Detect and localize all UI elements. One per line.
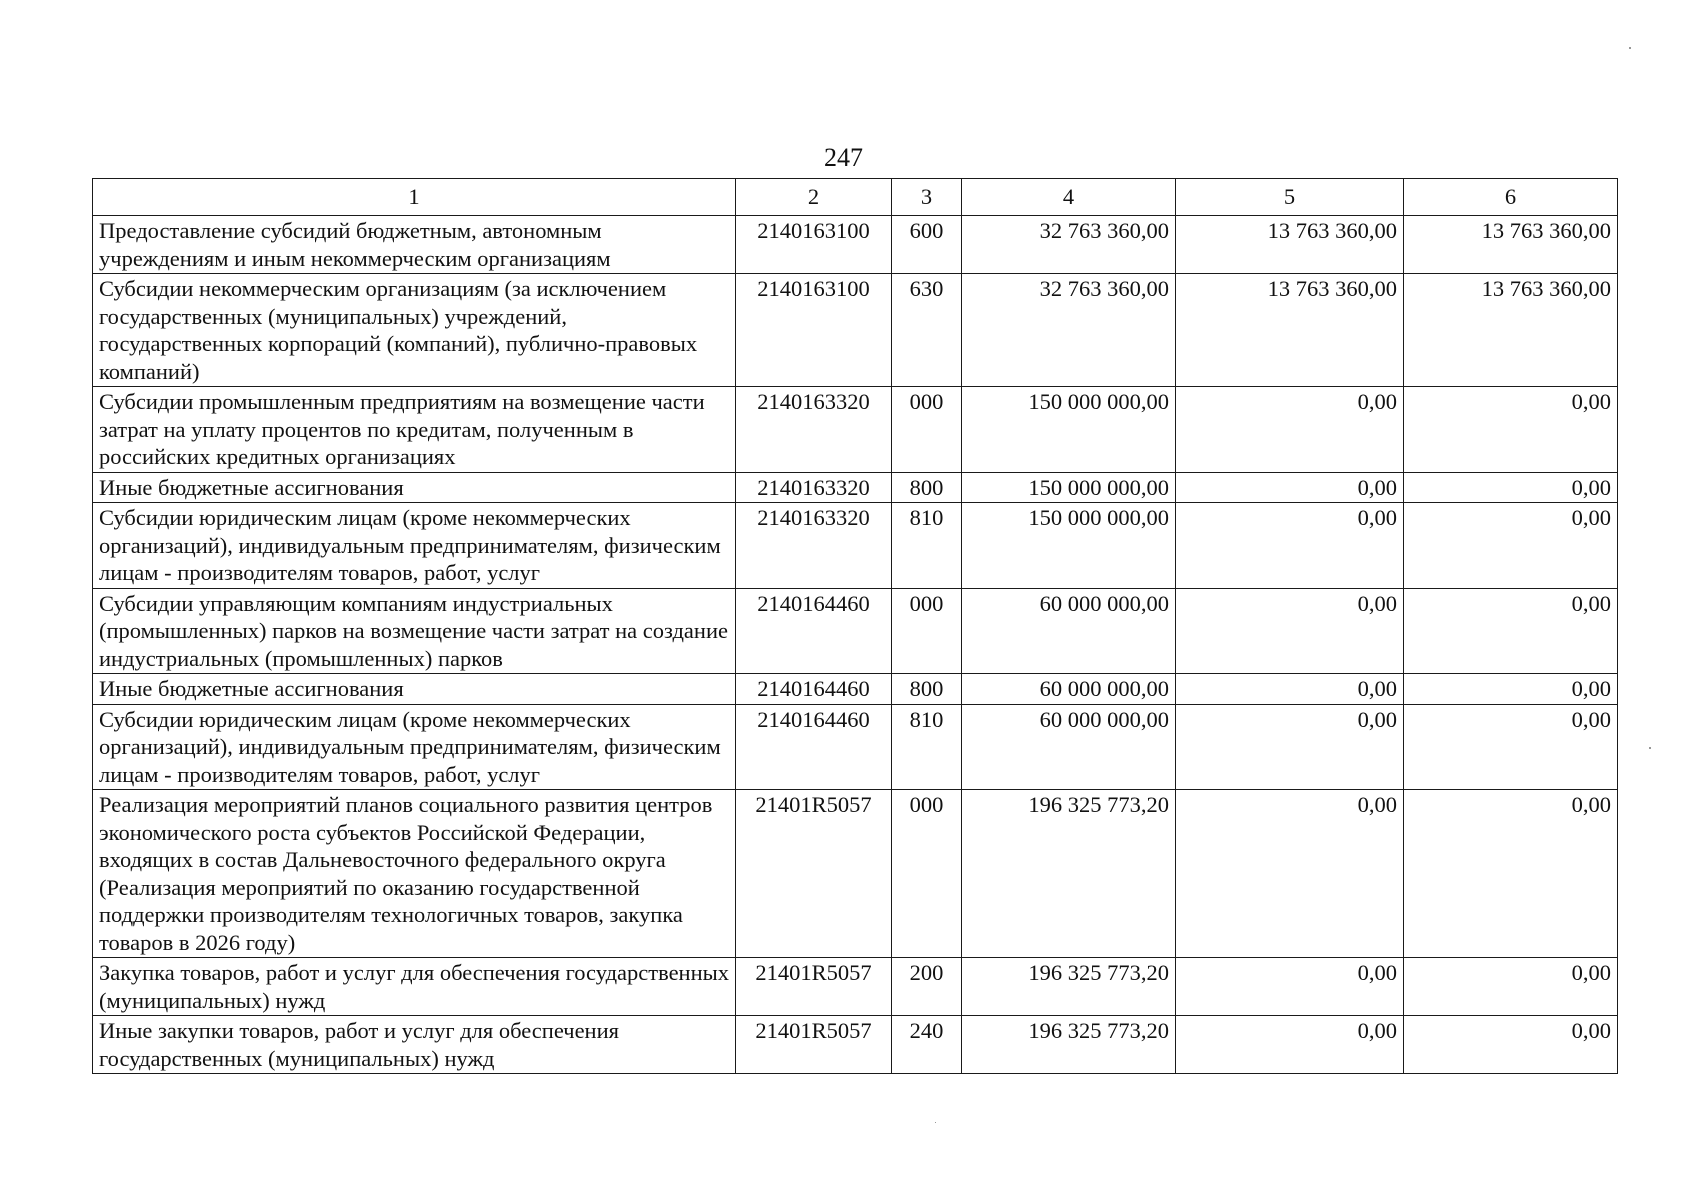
budget-table [92,178,1618,1074]
table-row [93,704,1618,790]
row-amount-4: 196 325 773,20 [962,958,1176,1016]
row-amount-5: 0,00 [1176,472,1404,503]
row-amount-5: 13 763 360,00 [1176,274,1404,387]
row-type: 810 [892,503,962,589]
row-amount-6: 0,00 [1404,503,1618,589]
table-row [93,503,1618,589]
table-row [93,674,1618,705]
table-row [93,1016,1618,1074]
row-name: Иные бюджетные ассигнования [93,674,736,705]
row-name: Субсидии юридическим лицам (кроме некоммерческих организаций), индивидуальным предпринимателям, физическим лицам - производителям товаров, работ, услуг [93,704,736,790]
row-amount-4: 150 000 000,00 [962,472,1176,503]
row-amount-4: 60 000 000,00 [962,704,1176,790]
row-amount-4: 196 325 773,20 [962,1016,1176,1074]
row-amount-5: 0,00 [1176,1016,1404,1074]
table-header-row [93,179,1618,216]
row-type: 800 [892,674,962,705]
row-amount-5: 0,00 [1176,704,1404,790]
row-amount-6: 13 763 360,00 [1404,216,1618,274]
row-code: 2140164460 [736,704,892,790]
table-row [93,216,1618,274]
row-amount-5: 0,00 [1176,387,1404,473]
row-name: Субсидии промышленным предприятиям на возмещение части затрат на уплату процентов по кредитам, полученным в российских кредитных организациях [93,387,736,473]
row-amount-4: 196 325 773,20 [962,790,1176,958]
row-amount-6: 0,00 [1404,472,1618,503]
row-amount-5: 0,00 [1176,958,1404,1016]
row-amount-6: 0,00 [1404,704,1618,790]
row-code: 21401R5057 [736,1016,892,1074]
row-amount-4: 150 000 000,00 [962,387,1176,473]
scan-speck [1649,747,1651,749]
row-code: 21401R5057 [736,790,892,958]
row-code: 2140163100 [736,216,892,274]
row-name: Закупка товаров, работ и услуг для обеспечения государственных (муниципальных) нужд [93,958,736,1016]
scan-speck [935,1122,936,1123]
row-amount-5: 0,00 [1176,588,1404,674]
row-amount-4: 32 763 360,00 [962,274,1176,387]
row-type: 200 [892,958,962,1016]
column-header-6: 6 [1404,179,1618,216]
row-type: 000 [892,387,962,473]
row-code: 2140163320 [736,472,892,503]
row-amount-4: 150 000 000,00 [962,503,1176,589]
row-amount-4: 60 000 000,00 [962,674,1176,705]
row-type: 810 [892,704,962,790]
row-type: 240 [892,1016,962,1074]
row-type: 800 [892,472,962,503]
row-amount-6: 13 763 360,00 [1404,274,1618,387]
row-code: 21401R5057 [736,958,892,1016]
row-name: Реализация мероприятий планов социального развития центров экономического роста субъектов Российской Федерации, входящих в состав Дальневосточного федерального округа (Реализация мероприятий по оказанию государственной поддержки производителям технологичных товаров, закупка товаров в 2026 году) [93,790,736,958]
row-code: 2140164460 [736,674,892,705]
column-header-2: 2 [736,179,892,216]
row-name: Субсидии юридическим лицам (кроме некоммерческих организаций), индивидуальным предпринимателям, физическим лицам - производителям товаров, работ, услуг [93,503,736,589]
row-code: 2140164460 [736,588,892,674]
row-code: 2140163320 [736,503,892,589]
column-header-5: 5 [1176,179,1404,216]
table-row [93,588,1618,674]
table-row [93,790,1618,958]
row-type: 000 [892,790,962,958]
page-number: 247 [824,143,863,172]
row-name: Субсидии некоммерческим организациям (за исключением государственных (муниципальных) учреждений, государственных корпораций (компаний), публично-правовых компаний) [93,274,736,387]
row-amount-4: 32 763 360,00 [962,216,1176,274]
row-amount-6: 0,00 [1404,958,1618,1016]
column-header-4: 4 [962,179,1176,216]
row-amount-4: 60 000 000,00 [962,588,1176,674]
table-row [93,387,1618,473]
row-amount-5: 0,00 [1176,790,1404,958]
row-amount-6: 0,00 [1404,790,1618,958]
row-name: Иные закупки товаров, работ и услуг для обеспечения государственных (муниципальных) нужд [93,1016,736,1074]
row-amount-6: 0,00 [1404,588,1618,674]
row-amount-6: 0,00 [1404,387,1618,473]
column-header-3: 3 [892,179,962,216]
table-row [93,472,1618,503]
table-row [93,274,1618,387]
row-code: 2140163320 [736,387,892,473]
scan-speck [1629,47,1631,49]
row-amount-5: 0,00 [1176,503,1404,589]
row-name: Иные бюджетные ассигнования [93,472,736,503]
row-type: 000 [892,588,962,674]
row-type: 600 [892,216,962,274]
row-amount-5: 0,00 [1176,674,1404,705]
row-name: Субсидии управляющим компаниям индустриальных (промышленных) парков на возмещение части затрат на создание индустриальных (промышленных) парков [93,588,736,674]
row-code: 2140163100 [736,274,892,387]
row-type: 630 [892,274,962,387]
row-name: Предоставление субсидий бюджетным, автономным учреждениям и иным некоммерческим организациям [93,216,736,274]
row-amount-6: 0,00 [1404,1016,1618,1074]
row-amount-6: 0,00 [1404,674,1618,705]
row-amount-5: 13 763 360,00 [1176,216,1404,274]
column-header-1: 1 [93,179,736,216]
table-row [93,958,1618,1016]
